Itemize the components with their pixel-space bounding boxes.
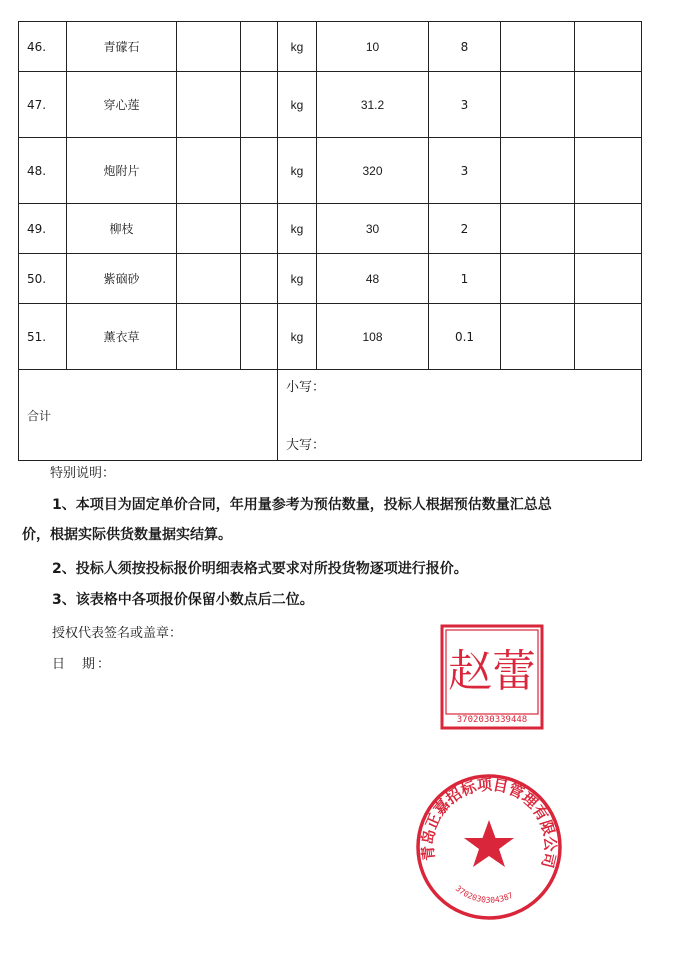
row-index: 48. bbox=[19, 138, 67, 204]
table-row bbox=[19, 304, 642, 370]
seal-id-text: 3702030339448 bbox=[456, 715, 528, 725]
personal-seal-icon bbox=[440, 624, 544, 730]
empty-cell bbox=[241, 254, 278, 304]
note-item-1: 1、本项目为固定单价合同，年用量参考为预估数量，投标人根据预估数量汇总总 bbox=[52, 497, 552, 513]
amount-lowercase-label: 小写： bbox=[286, 380, 326, 395]
price-table bbox=[18, 21, 642, 461]
total-amount-box bbox=[278, 370, 642, 461]
table-row bbox=[19, 204, 642, 254]
date-label: 日 期： bbox=[52, 657, 113, 672]
weight-cell: 0.1 bbox=[429, 304, 501, 370]
empty-cell bbox=[575, 254, 642, 304]
empty-cell bbox=[575, 304, 642, 370]
empty-cell bbox=[177, 72, 241, 138]
empty-cell bbox=[575, 204, 642, 254]
item-name: 薰衣草 bbox=[67, 304, 177, 370]
empty-cell bbox=[177, 22, 241, 72]
company-seal bbox=[414, 772, 564, 926]
notes-title: 特别说明： bbox=[50, 466, 116, 481]
unit-cell: kg bbox=[278, 138, 317, 204]
empty-cell bbox=[241, 304, 278, 370]
empty-cell bbox=[501, 138, 575, 204]
seal-code-text: 3702030304387 bbox=[453, 883, 515, 905]
empty-cell bbox=[241, 204, 278, 254]
row-index: 51. bbox=[19, 304, 67, 370]
unit-cell: kg bbox=[278, 254, 317, 304]
table-row bbox=[19, 22, 642, 72]
item-name: 青礞石 bbox=[67, 22, 177, 72]
weight-cell: 1 bbox=[429, 254, 501, 304]
star-icon bbox=[464, 820, 514, 867]
quantity-cell: 30 bbox=[317, 204, 429, 254]
empty-cell bbox=[241, 72, 278, 138]
row-index: 50. bbox=[19, 254, 67, 304]
empty-cell bbox=[177, 304, 241, 370]
empty-cell bbox=[501, 254, 575, 304]
empty-cell bbox=[177, 254, 241, 304]
table-row bbox=[19, 72, 642, 138]
empty-cell bbox=[575, 138, 642, 204]
row-index: 46. bbox=[19, 22, 67, 72]
weight-cell: 8 bbox=[429, 22, 501, 72]
amount-uppercase-label: 大写： bbox=[286, 438, 326, 453]
unit-cell: kg bbox=[278, 22, 317, 72]
row-index: 49. bbox=[19, 204, 67, 254]
weight-cell: 2 bbox=[429, 204, 501, 254]
row-index: 47. bbox=[19, 72, 67, 138]
note-item-1-continued: 价，根据实际供货数量据实结算。 bbox=[22, 527, 232, 543]
note-item-3: 3、该表格中各项报价保留小数点后二位。 bbox=[52, 592, 314, 608]
total-label: 合计 bbox=[19, 370, 278, 461]
empty-cell bbox=[177, 204, 241, 254]
empty-cell bbox=[501, 22, 575, 72]
note-item-2: 2、投标人须按投标报价明细表格式要求对所投货物逐项进行报价。 bbox=[52, 561, 468, 577]
personal-seal bbox=[440, 624, 544, 734]
weight-cell: 3 bbox=[429, 138, 501, 204]
quantity-cell: 320 bbox=[317, 138, 429, 204]
weight-cell: 3 bbox=[429, 72, 501, 138]
empty-cell bbox=[501, 204, 575, 254]
signature-label: 授权代表签名或盖章： bbox=[52, 626, 183, 641]
unit-cell: kg bbox=[278, 304, 317, 370]
empty-cell bbox=[575, 22, 642, 72]
empty-cell bbox=[501, 72, 575, 138]
seal-name-text: 赵蕾 bbox=[448, 646, 536, 697]
quantity-cell: 31.2 bbox=[317, 72, 429, 138]
total-row bbox=[19, 370, 642, 461]
empty-cell bbox=[575, 72, 642, 138]
quantity-cell: 10 bbox=[317, 22, 429, 72]
company-seal-icon bbox=[414, 772, 564, 922]
item-name: 炮附片 bbox=[67, 138, 177, 204]
empty-cell bbox=[177, 138, 241, 204]
item-name: 紫硇砂 bbox=[67, 254, 177, 304]
table-row bbox=[19, 254, 642, 304]
empty-cell bbox=[501, 304, 575, 370]
empty-cell bbox=[241, 22, 278, 72]
seal-company-text: 青岛正嘉招标项目管理有限公司 bbox=[418, 775, 560, 870]
quantity-cell: 108 bbox=[317, 304, 429, 370]
unit-cell: kg bbox=[278, 204, 317, 254]
unit-cell: kg bbox=[278, 72, 317, 138]
empty-cell bbox=[241, 138, 278, 204]
item-name: 柳枝 bbox=[67, 204, 177, 254]
table-row bbox=[19, 138, 642, 204]
item-name: 穿心莲 bbox=[67, 72, 177, 138]
quantity-cell: 48 bbox=[317, 254, 429, 304]
